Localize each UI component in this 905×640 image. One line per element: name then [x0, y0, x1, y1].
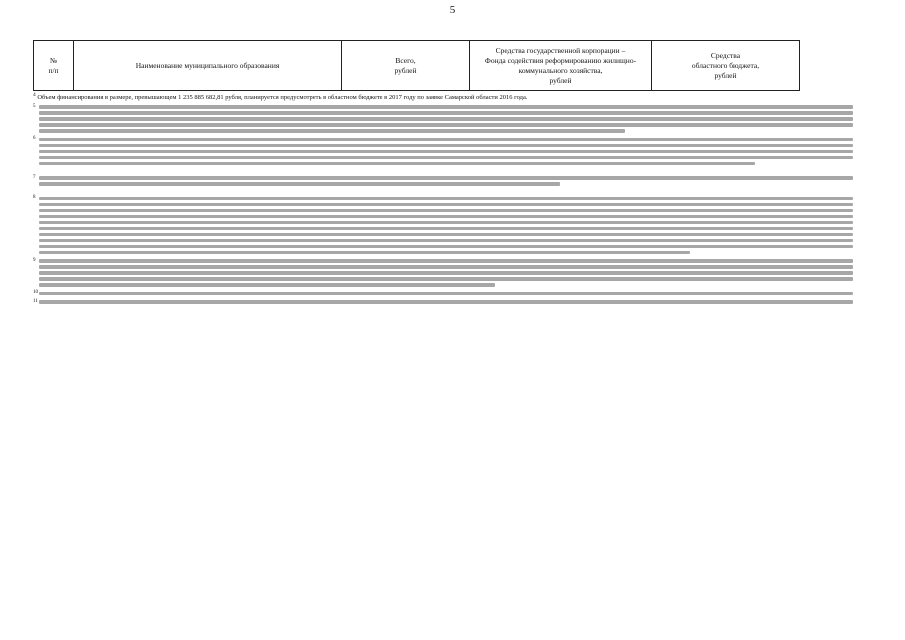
- illegible-text-line: [39, 117, 853, 120]
- table-header-row: [34, 41, 800, 91]
- illegible-text-line: [39, 105, 853, 108]
- illegible-footnote-text: [39, 289, 853, 298]
- illegible-text-line: [39, 182, 560, 185]
- footnote-mark: 11: [33, 298, 38, 304]
- illegible-footnote-text: [39, 135, 853, 168]
- footnote-8: [33, 194, 853, 256]
- illegible-text-line: [39, 162, 755, 165]
- illegible-text-line: [39, 245, 853, 248]
- illegible-text-line: [39, 197, 853, 200]
- illegible-text-line: [39, 227, 853, 230]
- illegible-text-line: [39, 203, 853, 206]
- illegible-text-line: [39, 209, 853, 212]
- illegible-text-line: [39, 123, 853, 126]
- footnotes: [33, 91, 853, 306]
- footnote-6: [33, 135, 853, 168]
- illegible-footnote-text: [39, 174, 853, 189]
- column-number: № п/п: [34, 41, 74, 91]
- footnote-mark: 7: [33, 174, 36, 180]
- illegible-text-line: [39, 215, 853, 218]
- illegible-text-line: [39, 221, 853, 224]
- footnote-text: Объем финансирования в размере, превышающем 1 235 885 682,81 рубля, планируется предусмотреть в областном бюджете в 2017 году по заявке Самарской области 2016 года.: [35, 94, 528, 102]
- footnote-mark: 9: [33, 257, 36, 263]
- illegible-text-line: [39, 277, 853, 280]
- illegible-footnote-text: [39, 257, 853, 290]
- footnote-4: [33, 91, 853, 103]
- column-regional-budget: Средства областного бюджета, рублей: [652, 41, 800, 91]
- illegible-footnote-text: [39, 103, 853, 136]
- illegible-text-line: [39, 271, 853, 274]
- illegible-text-line: [39, 156, 853, 159]
- illegible-text-line: [39, 292, 853, 295]
- illegible-text-line: [39, 259, 853, 262]
- column-total: Всего, рублей: [342, 41, 470, 91]
- illegible-text-line: [39, 300, 853, 303]
- illegible-text-line: [39, 265, 853, 268]
- footnote-7: [33, 174, 853, 189]
- illegible-text-line: [39, 144, 853, 147]
- illegible-text-line: [39, 283, 495, 286]
- illegible-text-line: [39, 176, 853, 179]
- illegible-text-line: [39, 138, 853, 141]
- financing-table-header: [33, 40, 800, 91]
- footnote-10: [33, 289, 853, 298]
- illegible-footnote-text: [39, 194, 853, 256]
- illegible-text-line: [39, 239, 853, 242]
- footnote-5: [33, 103, 853, 136]
- footnote-mark: 5: [33, 103, 36, 109]
- illegible-footnote-text: [39, 298, 853, 307]
- column-municipality: Наименование муниципального образования: [74, 41, 342, 91]
- footnote-mark: 4: [33, 92, 36, 98]
- illegible-text-line: [39, 251, 690, 254]
- footnote-mark: 10: [33, 290, 38, 296]
- footnote-11: [33, 298, 853, 307]
- illegible-text-line: [39, 233, 853, 236]
- illegible-text-line: [39, 150, 853, 153]
- footnote-9: [33, 257, 853, 290]
- footnote-mark: 6: [33, 136, 36, 142]
- page-number: 5: [449, 4, 456, 16]
- illegible-text-line: [39, 111, 853, 114]
- column-fund-resources: Средства государственной корпорации – Фонда содействия реформированию жилищно- коммунального хозяйства, рублей: [470, 41, 652, 91]
- illegible-text-line: [39, 129, 625, 132]
- footnote-mark: 8: [33, 195, 36, 201]
